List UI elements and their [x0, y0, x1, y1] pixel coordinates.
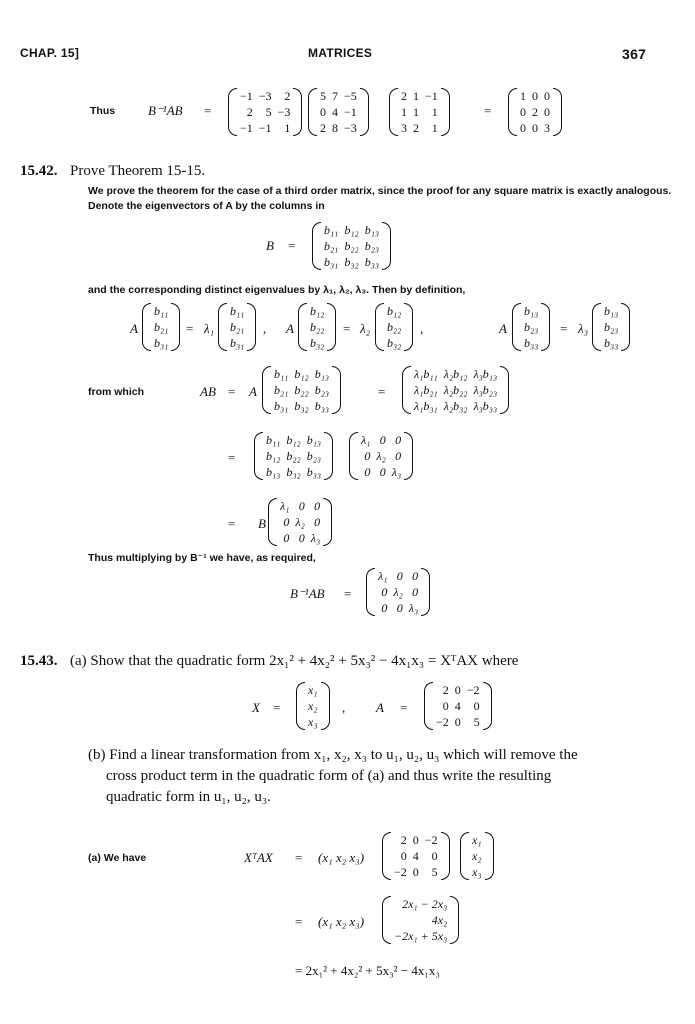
matrix-entry: 4 [454, 698, 461, 713]
matrix-entry: λ₃ [310, 530, 321, 545]
matrix-entry: 5 [431, 864, 438, 879]
matrix-entry: b₂₃ [306, 448, 322, 463]
right-paren [404, 432, 413, 480]
matrix-entry: 4x₂ [431, 912, 448, 927]
matrix-entry: 2x₁ − 2x₃ [402, 896, 448, 911]
matrix-result-diagonal [508, 88, 562, 136]
matrix-entry: b₂₃ [364, 238, 380, 253]
matrix-entry: x₂ [472, 848, 482, 863]
left-paren [308, 88, 317, 136]
lambda-2: λ₂ [360, 321, 371, 336]
matrix-entry: b₁₂ [286, 432, 301, 447]
matrix-entry: 0 [544, 104, 550, 119]
matrix-entry: λ₂ [376, 448, 386, 463]
from-which-label: from which [88, 386, 145, 398]
left-paren [402, 366, 411, 414]
proof-intro: We prove the theorem for the case of a third order matrix, since the proof for any square matrix is exactly analogous. Denote the eigenvectors of A by the columns in [88, 185, 672, 212]
matrix-entry: −5 [344, 88, 357, 103]
right-paren [324, 432, 333, 480]
final-quadratic-form: = 2x₁² + 4x₂² + 5x₃² − 4x₁x₃ [295, 963, 440, 978]
left-paren [382, 896, 391, 944]
matrix-a [308, 88, 369, 136]
matrix-entry: λ₃ [408, 600, 419, 615]
matrix-entry: 0 [532, 120, 538, 135]
matrix-entry: 2 [246, 104, 253, 119]
matrix-entry: b₃₃ [306, 464, 322, 479]
matrix-entry: 2 [413, 120, 419, 135]
right-paren [171, 303, 180, 351]
matrix-entry: b₂₂ [294, 382, 309, 397]
left-paren [382, 832, 391, 880]
matrix-entry: b₃₁ [324, 254, 339, 269]
left-paren [254, 432, 263, 480]
left-paren [424, 682, 433, 730]
matrix-entry: 0 [544, 88, 550, 103]
matrix-entry: 5 [265, 104, 272, 119]
matrix-entry: x₁ [308, 682, 318, 697]
matrix-entry: b₁₃ [306, 432, 322, 447]
left-paren [375, 303, 384, 351]
matrix-entry: b₃₁ [274, 398, 289, 413]
x-label: X [252, 700, 260, 715]
equals-sign: = [400, 700, 408, 715]
matrix-entry: −1 [258, 120, 272, 135]
matrix-entry: 4 [332, 104, 338, 119]
matrix-b [389, 88, 450, 136]
matrix-b [262, 366, 341, 414]
matrix-entry: x₃ [308, 714, 318, 729]
matrix-entry: b₁₁ [324, 222, 339, 237]
matrix-entry: λ₃ [391, 464, 402, 479]
right-paren [450, 896, 459, 944]
matrix-entry: 0 [381, 600, 388, 615]
matrix-entry: b₃₃ [364, 254, 380, 269]
matrix-entry: 4 [412, 848, 419, 863]
problem-title: Prove Theorem 15-15. [70, 163, 206, 179]
matrix-entry: b₃₂ [294, 398, 309, 413]
matrix-entry: b₁₁ [266, 432, 281, 447]
matrix-entry: 0 [381, 584, 388, 599]
right-paren [553, 88, 562, 136]
matrix-entry: b₂₁ [154, 319, 169, 334]
part-b-line-2: cross product term in the quadratic form of (a) and thus write the resulting [106, 768, 552, 784]
row-vector-x: (x₁ x₂ x₃) [318, 850, 365, 865]
matrix-entry: −2 [466, 682, 480, 697]
matrix-entry: 0 [412, 568, 419, 583]
lambda-b-matrix [402, 366, 509, 414]
right-paren [441, 832, 450, 880]
eigenvector-column-2 [375, 303, 413, 351]
matrix-entry: 2 [401, 88, 407, 103]
matrix-entry: b₂₂ [387, 319, 402, 334]
right-paren [332, 366, 341, 414]
matrix-entry: 0 [412, 584, 419, 599]
matrix-entry: 7 [332, 88, 338, 103]
left-paren [228, 88, 237, 136]
matrix-entry: 1 [431, 104, 438, 119]
matrix-entry: 2 [400, 832, 407, 847]
matrix-entry: 2 [320, 120, 326, 135]
matrix-entry: −3 [277, 104, 291, 119]
matrix-entry: 1 [401, 104, 407, 119]
matrix-entry: b₁₂ [310, 303, 325, 318]
ab-label: AB [200, 384, 216, 399]
matrix-entry: 0 [412, 864, 419, 879]
a-label: A [286, 321, 294, 336]
lambda-3: λ₃ [578, 321, 589, 336]
matrix-entry: 0 [396, 568, 403, 583]
chapter-label: CHAP. 15] [20, 46, 80, 60]
eigenvector-column-2 [298, 303, 336, 351]
matrix-entry: λ₂b₃₂ [443, 398, 468, 413]
left-paren [218, 303, 227, 351]
matrix-entry: λ₂ [295, 514, 305, 529]
matrix-entry: 1 [413, 104, 419, 119]
matrix-entry: b₁₂ [294, 366, 309, 381]
left-paren [508, 88, 517, 136]
equals-sign: = [484, 103, 492, 118]
left-paren [312, 222, 321, 270]
equals-sign: = [204, 103, 212, 118]
matrix-entry: b₁₂ [387, 303, 402, 318]
matrix-entry: b₂₁ [230, 319, 245, 334]
matrix-entry: −2 [394, 864, 407, 879]
matrix-entry: b₃₃ [604, 335, 619, 350]
matrix-entry: λ₁ [280, 498, 290, 513]
equals-sign: = [344, 586, 352, 601]
matrix-entry: λ₂b₁₂ [443, 366, 468, 381]
matrix-entry: 5 [320, 88, 326, 103]
matrix-entry: b₁₃ [524, 303, 539, 318]
matrix-entry: b₃₂ [310, 335, 325, 350]
thus-multiplying-text: Thus multiplying by B⁻¹ we have, as required, [88, 552, 316, 564]
diagonal-lambda-matrix [366, 568, 430, 616]
matrix-entry: 0 [298, 530, 305, 545]
equals-sign: = [273, 700, 281, 715]
matrix-entry: −2 [424, 832, 438, 847]
matrix-entry: b₁₁ [274, 366, 289, 381]
matrix-b-inverse [228, 88, 302, 136]
solution-a-label: (a) We have [88, 852, 147, 864]
right-paren [541, 303, 550, 351]
matrix-entry: 0 [454, 682, 461, 697]
matrix-entry: 0 [520, 120, 526, 135]
matrix-entry: λ₁b₃₁ [414, 398, 438, 413]
diagonal-lambda-matrix [268, 498, 332, 546]
matrix-entry: 0 [379, 432, 386, 447]
right-paren [247, 303, 256, 351]
matrix-entry: 2 [532, 104, 538, 119]
vector-x [460, 832, 494, 880]
matrix-entry: 8 [332, 120, 338, 135]
right-paren [382, 222, 391, 270]
right-paren [321, 682, 330, 730]
right-paren [500, 366, 509, 414]
matrix-entry: 0 [473, 698, 480, 713]
matrix-entry: λ₂ [393, 584, 403, 599]
matrix-entry: 0 [442, 698, 449, 713]
matrix-entry: x₃ [472, 864, 482, 879]
equals-sign: = [295, 850, 303, 865]
matrix-entry: 0 [364, 448, 371, 463]
right-paren [421, 568, 430, 616]
left-paren [296, 682, 305, 730]
matrix-entry: x₂ [308, 698, 318, 713]
matrix-entry: −2x₁ + 5x₃ [394, 928, 448, 943]
part-b-line-1: (b) Find a linear transformation from x₁, x₂, x₃ to u₁, u₂, u₃ which will remove the [88, 747, 578, 763]
matrix-entry: 0 [395, 448, 402, 463]
left-paren [142, 303, 151, 351]
matrix-entry: 0 [314, 514, 321, 529]
matrix-entry: b₃₂ [387, 335, 402, 350]
matrix-a-quadratic [424, 682, 492, 730]
matrix-entry: b₂₃ [524, 319, 539, 334]
equals-sign: = [295, 914, 303, 929]
eigenvector-column-1 [142, 303, 180, 351]
left-paren [389, 88, 398, 136]
vector-x [296, 682, 330, 730]
matrix-entry: 0 [532, 88, 538, 103]
comma: , [263, 321, 267, 336]
matrix-entry: −3 [344, 120, 357, 135]
equals-sign: = [343, 321, 351, 336]
left-paren [512, 303, 521, 351]
matrix-entry: 0 [520, 104, 526, 119]
matrix-entry: 0 [283, 530, 290, 545]
page-number: 367 [622, 46, 647, 62]
matrix-entry: 2 [442, 682, 449, 697]
matrix-entry: 0 [320, 104, 326, 119]
matrix-entry: −2 [436, 714, 449, 729]
matrix-entry: λ₃b₃₃ [473, 398, 498, 413]
matrix-entry: b₁₃ [314, 366, 330, 381]
matrix-entry: b₂₃ [604, 319, 619, 334]
right-paren [327, 303, 336, 351]
matrix-entry: b₂₂ [286, 448, 301, 463]
matrix-entry: b₁₃ [266, 464, 281, 479]
left-paren [268, 498, 277, 546]
matrix-entry: λ₁b₂₁ [414, 382, 438, 397]
matrix-entry: b₃₂ [344, 254, 359, 269]
eigenvector-column-3 [512, 303, 550, 351]
matrix-entry: 5 [473, 714, 480, 729]
matrix-entry: b₂₃ [314, 382, 330, 397]
matrix-entry: b₂₁ [324, 238, 339, 253]
matrix-entry: b₂₂ [310, 319, 325, 334]
eigenvector-column-3 [592, 303, 630, 351]
eigenvector-matrix-b [312, 222, 391, 270]
matrix-entry: b₁₃ [604, 303, 619, 318]
a-label: A [499, 321, 507, 336]
matrix-entry: 0 [395, 432, 402, 447]
row-vector-x: (x₁ x₂ x₃) [318, 914, 365, 929]
matrix-entry: λ₁ [378, 568, 388, 583]
matrix-entry: b₁₃ [364, 222, 380, 237]
matrix-entry: 0 [431, 848, 438, 863]
product-vector [382, 896, 459, 944]
matrix-entry: −1 [425, 88, 438, 103]
matrix-entry: 0 [454, 714, 461, 729]
matrix-entry: x₁ [472, 832, 482, 847]
problem-number: 15.43. [20, 653, 58, 669]
matrix-entry: −1 [240, 88, 253, 103]
left-paren [298, 303, 307, 351]
problem-number: 15.42. [20, 163, 58, 179]
matrix-entry: b₁₂ [344, 222, 359, 237]
equals-sign: = [378, 384, 386, 399]
matrix-entry: 2 [284, 88, 291, 103]
matrix-entry: b₃₂ [286, 464, 301, 479]
right-paren [404, 303, 413, 351]
matrix-entry: λ₃b₂₃ [473, 382, 498, 397]
matrix-entry: −1 [344, 104, 357, 119]
matrix-entry: 0 [283, 514, 290, 529]
matrix-a-quadratic [382, 832, 450, 880]
matrix-entry: b₁₁ [230, 303, 245, 318]
left-paren [349, 432, 358, 480]
matrix-entry: −1 [240, 120, 253, 135]
running-title: MATRICES [308, 46, 373, 60]
matrix-entry: 0 [400, 848, 407, 863]
matrix-entry: b₃₁ [230, 335, 245, 350]
a-label: A [249, 384, 257, 399]
matrix-entry: 1 [431, 120, 438, 135]
matrix-entry: 1 [284, 120, 291, 135]
matrix-entry: 0 [412, 832, 419, 847]
matrix-entry: 0 [396, 600, 403, 615]
top-lhs: B⁻¹AB [148, 103, 183, 118]
matrix-entry: 0 [314, 498, 321, 513]
equals-sign: = [228, 516, 236, 531]
equals-sign: = [186, 321, 194, 336]
equals-sign: = [228, 384, 236, 399]
matrix-entry: −3 [258, 88, 272, 103]
left-paren [366, 568, 375, 616]
b-label: B [258, 516, 266, 531]
right-paren [293, 88, 302, 136]
thus-label: Thus [90, 105, 116, 117]
eigenvector-column-1 [218, 303, 256, 351]
matrix-entry: λ₂b₂₂ [443, 382, 468, 397]
xtax-label: XᵀAX [244, 850, 273, 865]
matrix-entry: b₁₁ [154, 303, 169, 318]
comma: , [420, 321, 424, 336]
matrix-b-copy [254, 432, 333, 480]
eigenvalue-text: and the corresponding distinct eigenvalues by λ₁, λ₂, λ₃. Then by definition, [88, 284, 466, 296]
part-a-statement: (a) Show that the quadratic form 2x₁² + 4x₂² + 5x₃² − 4x₁x₃ = XᵀAX where [70, 653, 519, 669]
matrix-entry: b₂₁ [274, 382, 289, 397]
matrix-entry: λ₁b₁₁ [414, 366, 438, 381]
matrix-entry: 1 [520, 88, 526, 103]
final-lhs: B⁻¹AB [290, 586, 325, 601]
right-paren [323, 498, 332, 546]
matrix-entry: 0 [364, 464, 371, 479]
equals-sign: = [228, 450, 236, 465]
matrix-entry: λ₁ [361, 432, 371, 447]
matrix-entry: λ₃b₁₃ [473, 366, 498, 381]
right-paren [441, 88, 450, 136]
matrix-entry: 0 [379, 464, 386, 479]
left-paren [460, 832, 469, 880]
matrix-entry: b₂₂ [344, 238, 359, 253]
matrix-entry: 3 [544, 120, 550, 135]
matrix-entry: b₃₃ [314, 398, 330, 413]
matrix-entry: b₃₁ [154, 335, 169, 350]
part-b-line-3: quadratic form in u₁, u₂, u₃. [106, 789, 271, 805]
matrix-entry: 1 [413, 88, 419, 103]
right-paren [621, 303, 630, 351]
comma: , [342, 700, 346, 715]
right-paren [360, 88, 369, 136]
lambda-1: λ₁ [204, 321, 215, 336]
a-label: A [376, 700, 384, 715]
left-paren [592, 303, 601, 351]
matrix-entry: 0 [298, 498, 305, 513]
equals-sign: = [288, 238, 296, 253]
a-label: A [130, 321, 138, 336]
b-label: B [266, 238, 274, 253]
matrix-entry: 3 [401, 120, 407, 135]
right-paren [485, 832, 494, 880]
right-paren [483, 682, 492, 730]
matrix-entry: b₃₃ [524, 335, 539, 350]
equals-sign: = [560, 321, 568, 336]
diagonal-lambda-matrix [349, 432, 413, 480]
left-paren [262, 366, 271, 414]
matrix-entry: b₁₂ [266, 448, 281, 463]
